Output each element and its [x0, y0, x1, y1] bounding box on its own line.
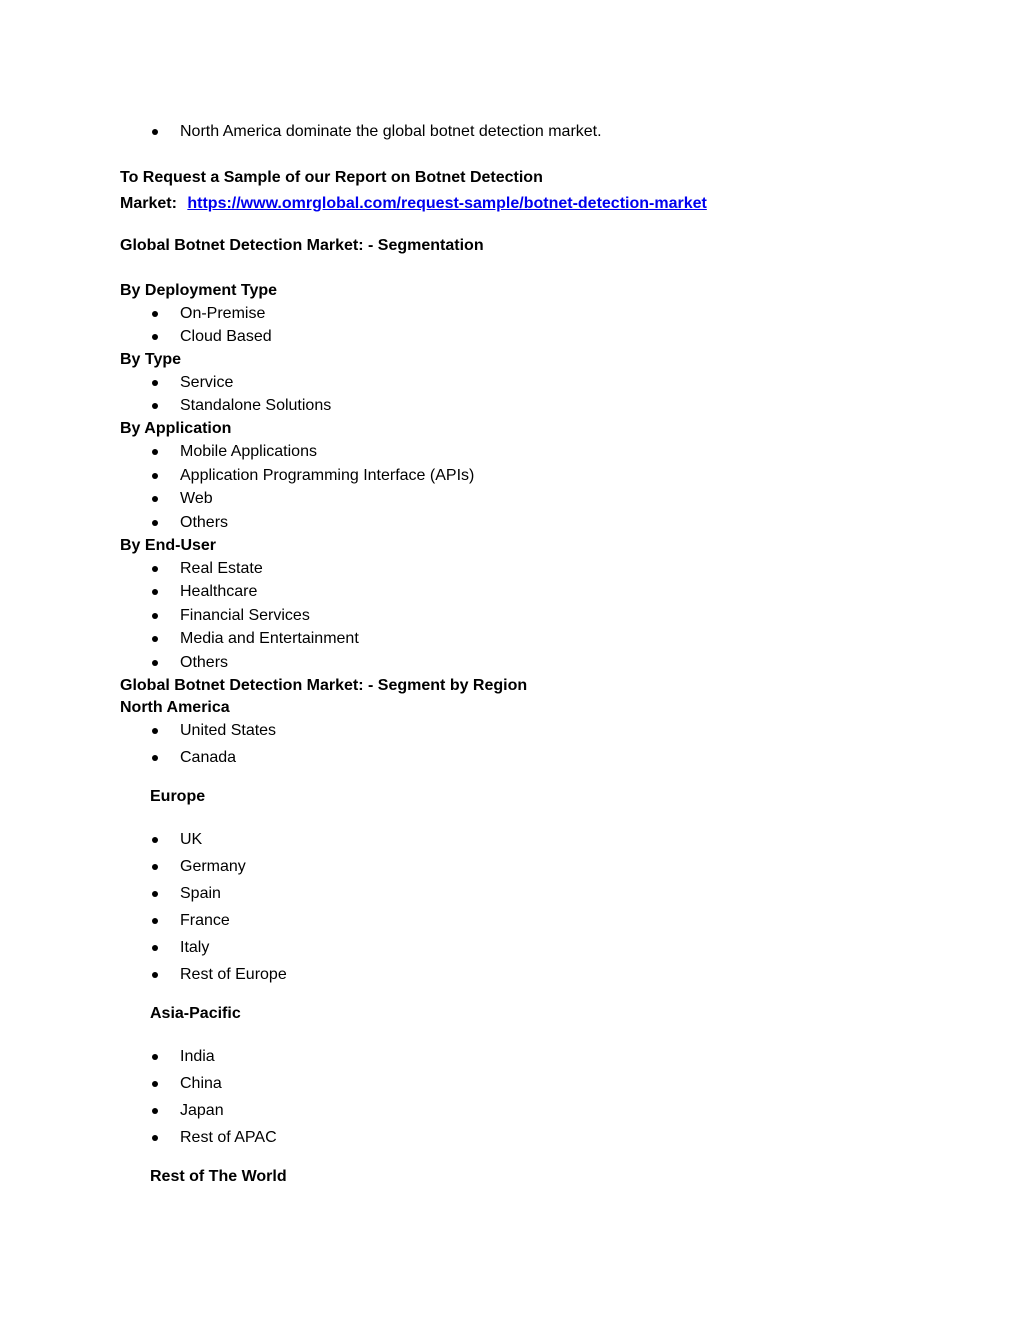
bullet-icon — [150, 582, 160, 602]
list-item: Healthcare — [180, 583, 258, 600]
bullet-icon — [150, 559, 160, 579]
bullet-icon — [150, 629, 160, 649]
list-item: Japan — [180, 1102, 224, 1119]
list-item: Standalone Solutions — [180, 397, 332, 414]
bullet-icon — [150, 1047, 160, 1067]
list-item: Media and Entertainment — [180, 630, 359, 647]
bullet-icon — [150, 327, 160, 347]
bullet-icon — [150, 489, 160, 509]
segmentation-title: Global Botnet Detection Market: - Segmentation — [120, 237, 484, 254]
north-america-heading: North America — [120, 699, 230, 716]
bullet-icon — [150, 606, 160, 626]
list-item: China — [180, 1075, 222, 1092]
europe-heading: Europe — [150, 788, 206, 805]
request-link-line — [120, 194, 707, 214]
type-heading: By Type — [120, 351, 182, 368]
bullet-icon — [150, 373, 160, 393]
bullet-icon — [150, 513, 160, 533]
list-item: Canada — [180, 749, 237, 766]
bullet-icon — [150, 396, 160, 416]
bullet-icon — [150, 884, 160, 904]
bullet-icon — [150, 653, 160, 673]
list-item: France — [180, 912, 230, 929]
list-item: Real Estate — [180, 560, 263, 577]
bullet-icon — [150, 965, 160, 985]
bullet-icon — [150, 748, 160, 768]
list-item: Mobile Applications — [180, 443, 317, 460]
rest-of-world-heading: Rest of The World — [150, 1168, 287, 1185]
bullet-icon — [150, 1074, 160, 1094]
list-item: United States — [180, 722, 277, 739]
bullet-icon — [150, 304, 160, 324]
list-item: Others — [180, 514, 229, 531]
list-item: Service — [180, 374, 234, 391]
bullet-icon — [150, 1128, 160, 1148]
bullet-icon — [150, 1101, 160, 1121]
bullet-icon — [150, 938, 160, 958]
list-item: Cloud Based — [180, 328, 272, 345]
list-item: Financial Services — [180, 607, 310, 624]
bullet-icon — [150, 830, 160, 850]
list-item: UK — [180, 831, 203, 848]
end-user-heading: By End-User — [120, 537, 217, 554]
bullet-icon — [150, 122, 160, 142]
list-item: North America dominate the global botnet detection market. — [180, 123, 602, 140]
bullet-icon — [150, 442, 160, 462]
market-label: Market: — [120, 195, 177, 212]
list-item: Spain — [180, 885, 221, 902]
request-text: To Request a Sample of our Report on Botnet Detection — [120, 169, 543, 186]
list-item: Rest of APAC — [180, 1129, 277, 1146]
asia-pacific-heading: Asia-Pacific — [150, 1005, 241, 1022]
bullet-icon — [150, 721, 160, 741]
application-heading: By Application — [120, 420, 232, 437]
bullet-icon — [150, 911, 160, 931]
list-item: Application Programming Interface (APIs) — [180, 467, 475, 484]
list-item: Germany — [180, 858, 246, 875]
list-item: India — [180, 1048, 215, 1065]
list-item: Web — [180, 490, 213, 507]
bullet-icon — [150, 857, 160, 877]
request-sample-link[interactable]: https://www.omrglobal.com/request-sample/botnet-detection-market — [187, 195, 707, 212]
list-item: Others — [180, 654, 229, 671]
list-item: Rest of Europe — [180, 966, 287, 983]
list-item: On-Premise — [180, 305, 266, 322]
region-title: Global Botnet Detection Market: - Segment by Region — [120, 677, 528, 694]
deployment-heading: By Deployment Type — [120, 282, 278, 299]
list-item: Italy — [180, 939, 210, 956]
bullet-icon — [150, 466, 160, 486]
